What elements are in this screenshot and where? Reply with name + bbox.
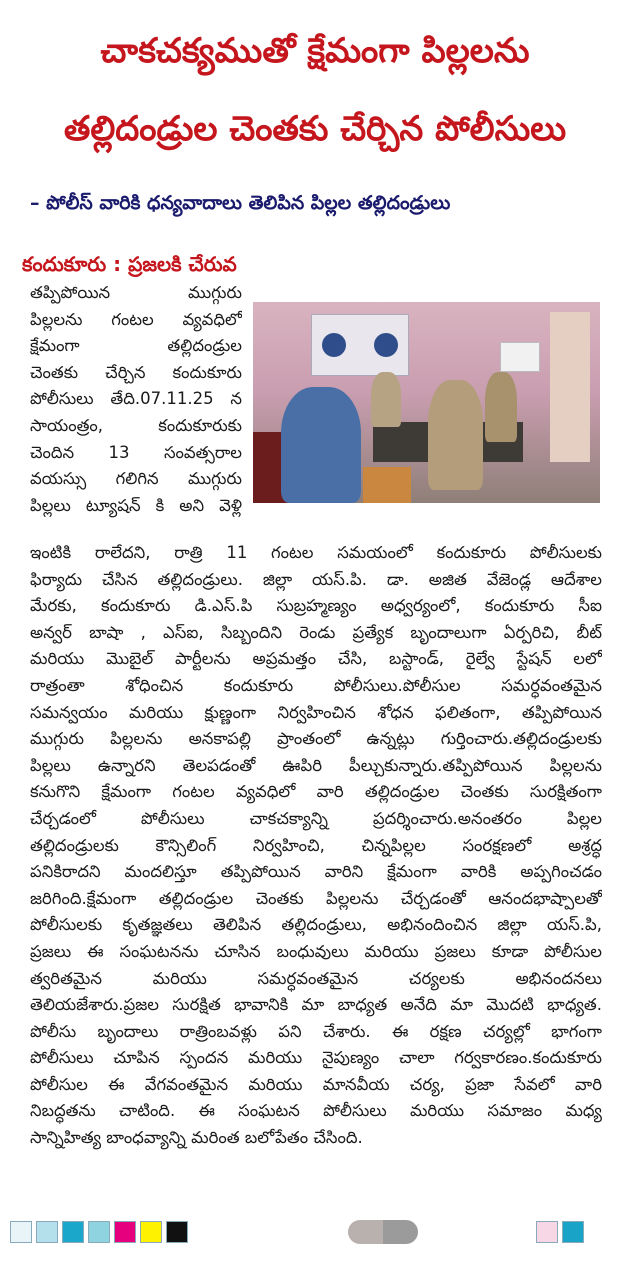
color-swatch bbox=[88, 1221, 110, 1243]
person-seated bbox=[281, 387, 361, 503]
body-line: పిల్లలు ట్యూషన్ కి అని వెళ్లి bbox=[30, 495, 242, 515]
body-line: జరిగింది.క్షేమంగా తల్లిదండ్రుల చెంతకు పిల్లలను చేర్చడంతో ఆనందభాష్పాలతో bbox=[30, 888, 602, 908]
body-line: నిబద్ధతను చాటింది. ఈ సంఘటన పోలీసులు మరియు సమాజం మధ్య bbox=[30, 1101, 602, 1121]
headline-line-2: తల్లిదండ్రుల చెంతకు చేర్చిన పోలీసులు bbox=[63, 109, 567, 149]
color-swatch bbox=[10, 1221, 32, 1243]
color-swatch bbox=[140, 1221, 162, 1243]
body-line: చెందిన 13 సంవత్సరాల bbox=[30, 442, 242, 462]
body-line: తల్లిదండ్రులకు కౌన్సిలింగ్ నిర్వహించి, చిన్నపిల్లల సంరక్షణలో అశ్రద్ధ bbox=[30, 835, 602, 855]
person-police-officer bbox=[371, 372, 401, 427]
body-text-beside-photo bbox=[30, 280, 242, 519]
body-line: క్షేమంగా తల్లిదండ్రుల bbox=[30, 336, 242, 356]
body-line: మరియు మొబైల్ పార్టీలను అప్రమత్తం చేసి, బస్టాండ్, రైల్వే స్టేషన్ లలో bbox=[30, 649, 602, 669]
body-line: పోలీసులకు కృతజ్ఞతలు తెలిపిన తల్లిదండ్రులు, అభినందించిన జిల్లా యస్.పి, bbox=[30, 915, 602, 935]
body-line: చెంతకు చేర్చిన కందుకూరు bbox=[30, 362, 242, 382]
bag bbox=[363, 467, 411, 503]
body-line: సమన్వయం మరియు క్షుణ్ణంగా నిర్వహించిన శోధన ఫలితంగా, తప్పిపోయిన bbox=[30, 702, 602, 722]
body-line: పోలీసు బృందాలు రాత్రింబవళ్లు పని చేశారు. ఈ రక్షణ చర్యల్లో భాగంగా bbox=[30, 1021, 602, 1041]
body-line: పోలీసులు చూపిన స్పందన మరియు నైపుణ్యం చాలా గర్వకారణం.కందుకూరు bbox=[30, 1048, 602, 1068]
subheadline: – పోలీస్ వారికి ధన్యవాదాలు తెలిపిన పిల్లల తల్లిదండ్రులు bbox=[30, 192, 451, 214]
color-swatch bbox=[562, 1221, 584, 1243]
body-line: ఇంటికి రాలేదని, రాత్రి 11 గంటల సమయంలో కందుకూరు పోలీసులకు bbox=[30, 543, 602, 562]
dateline: కందుకూరు : ప్రజలకి చేరువ bbox=[22, 252, 237, 276]
body-line: పోలీసులు తేది.07.11.25 న bbox=[30, 389, 242, 409]
window-curtain bbox=[550, 312, 590, 462]
body-line: సాయంత్రం, కందుకూరుకు bbox=[30, 415, 242, 435]
body-line: పనికిరాదని మందలిస్తూ తప్పిపోయిన వారిని క్షేమంగా వారికి అప్పగించడం bbox=[30, 862, 602, 882]
body-line: ఫిర్యాదు చేసిన తల్లిదండ్రులు. జిల్లా యస్.పి. డా. అజిత వేజెండ్ల ఆదేశాల bbox=[30, 569, 602, 589]
body-line: కనుగొని క్షేమంగా గంటల వ్యవధిలో వారి తల్లిదండ్రుల చెంతకు సురక్షితంగా bbox=[30, 782, 602, 802]
body-line: తెలియజేశారు.ప్రజల సురక్షిత భావానికి మా బాధ్యత అనేది మా మొదటి భాధ్యత. bbox=[30, 995, 602, 1015]
color-swatch bbox=[166, 1221, 188, 1243]
body-line: ప్రజలు ఈ సంఘటనను చూసిన బంధువులు మరియు ప్రజలు కూడా పోలీసుల bbox=[30, 941, 602, 961]
body-line: పిల్లలు ఉన్నారని తెలపడంతో ఊపిరి పీల్చుకున్నారు.తప్పిపోయిన పిల్లలను bbox=[30, 755, 602, 775]
notice-board bbox=[500, 342, 540, 372]
color-swatch bbox=[36, 1221, 58, 1243]
registration-pill bbox=[348, 1220, 418, 1244]
body-line: వయస్సు గలిగిన ముగ్గురు bbox=[30, 469, 242, 489]
news-photo bbox=[253, 302, 600, 503]
body-line: మేరకు, కందుకూరు డి.ఎస్.పి సుబ్రహ్మణ్యం అధ్వర్యంలో, కందుకూరు సీఐ bbox=[30, 596, 602, 616]
color-swatch bbox=[114, 1221, 136, 1243]
body-line: చేర్చడంలో పోలీసులు చాకచక్యాన్ని ప్రదర్శించారు.అనంతరం పిల్లల bbox=[30, 808, 602, 828]
body-line: ముగ్గురు పిల్లలను అనకాపల్లి ప్రాంతంలో ఉన్నట్లు గుర్తించారు.తల్లిదండ్రులకు bbox=[30, 729, 602, 749]
body-line: పిల్లలను గంటల వ్యవధిలో bbox=[30, 309, 242, 329]
body-text-main bbox=[30, 540, 602, 1152]
body-line: త్వరితమైన మరియు సమర్ధవంతమైన చర్యలకు అభినందనలు bbox=[30, 968, 602, 988]
headline-line-1: చాకచక్యముతో క్షేమంగా పిల్లలను bbox=[100, 31, 530, 71]
person-police-officer bbox=[485, 372, 517, 442]
body-line: సాన్నిహిత్య బాంధవ్యాన్ని మరింత బలోపేతం చేసింది. bbox=[30, 1128, 363, 1148]
wall-banner bbox=[311, 314, 409, 376]
color-registration-strip-right bbox=[536, 1221, 588, 1243]
body-line: పోలీసుల ఈ వేగవంతమైన మరియు మానవీయ చర్య, ప్రజా సేవలో వారి bbox=[30, 1074, 602, 1094]
color-swatch bbox=[536, 1221, 558, 1243]
body-line: రాత్రంతా శోధించిన కందుకూరు పోలీసులు.పోలీసుల సమర్ధవంతమైన bbox=[30, 675, 602, 695]
color-swatch bbox=[62, 1221, 84, 1243]
body-line: తప్పిపోయిన ముగ్గురు bbox=[30, 283, 242, 302]
body-line: అన్వర్ బాషా , ఎస్ఐ, సిబ్బందిని రెండు ప్రత్యేక బృందాలుగా ఏర్పరిచి, బీట్ bbox=[30, 622, 602, 642]
person-police-officer bbox=[428, 380, 483, 490]
color-registration-strip-left bbox=[10, 1221, 192, 1243]
